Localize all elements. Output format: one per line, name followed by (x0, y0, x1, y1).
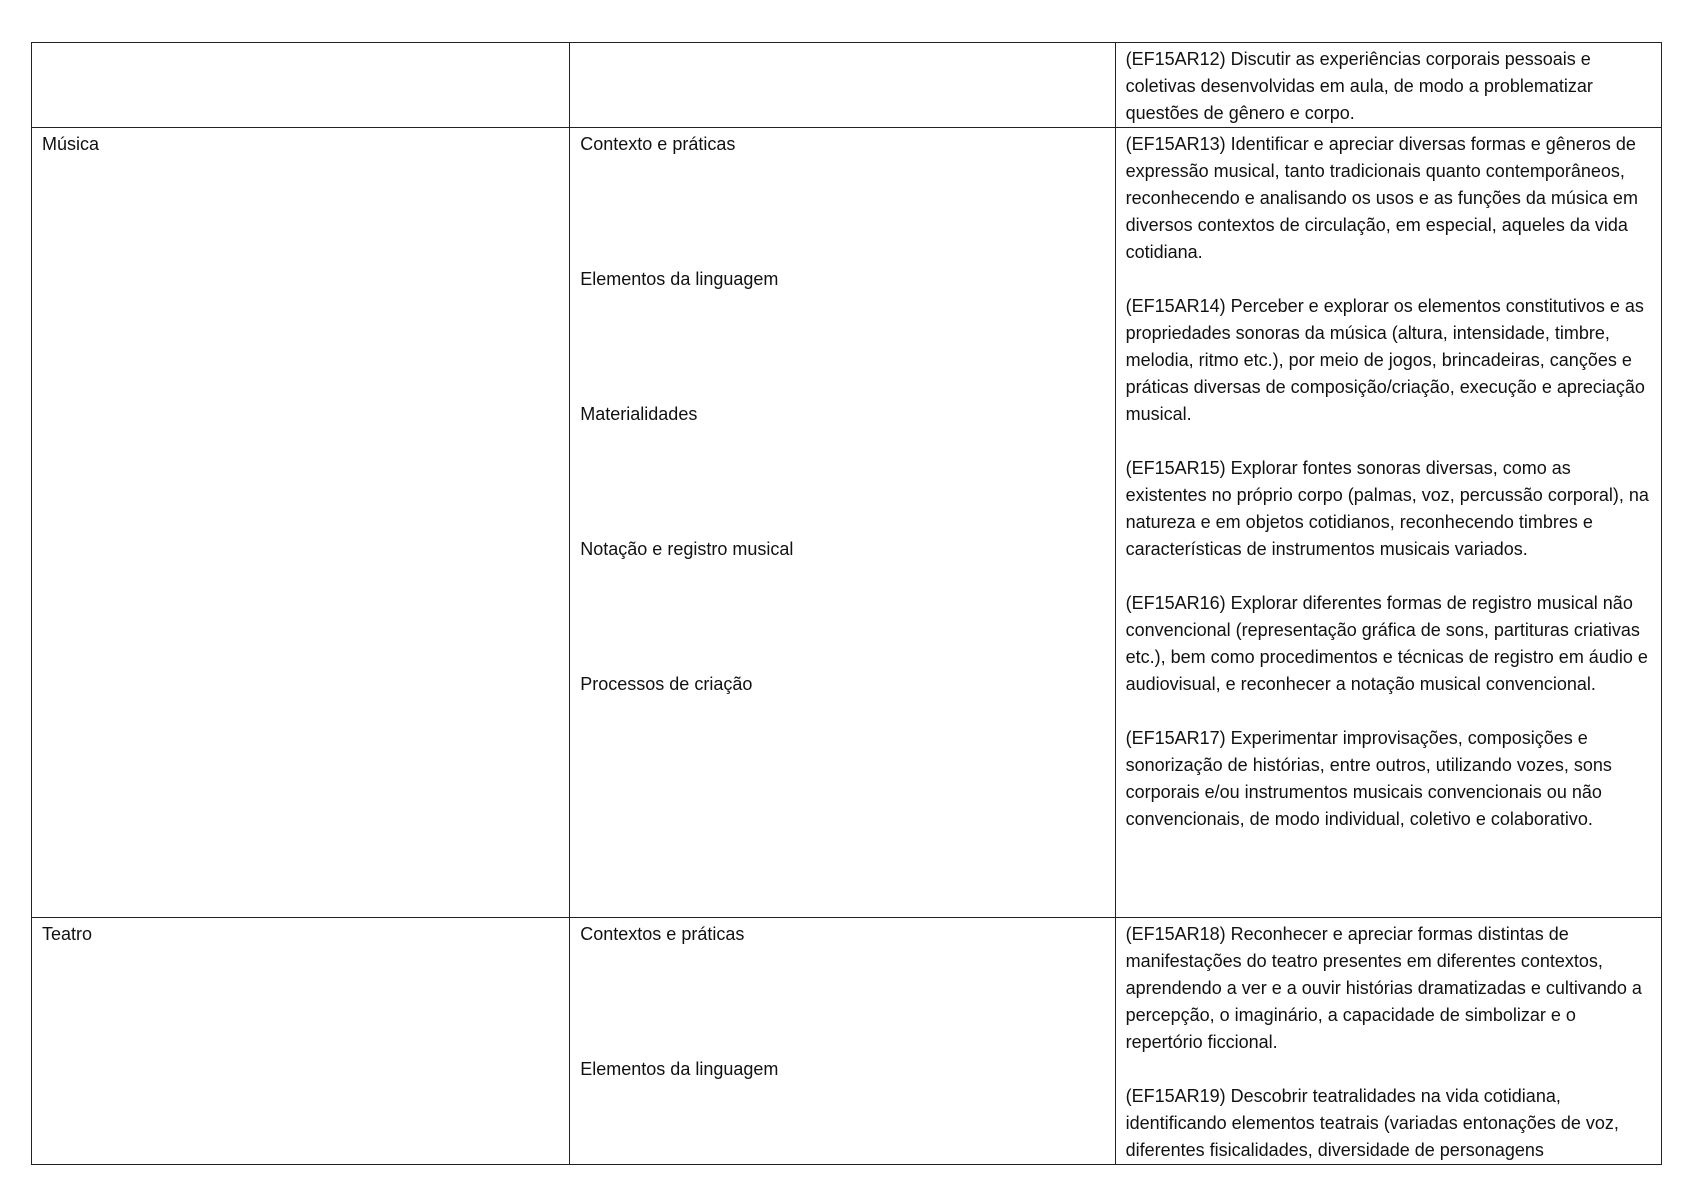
skill-text: (EF15AR16) Explorar diferentes formas de registro musical não convencional (representação gráfica de sons, partituras criativas etc.), bem como procedimentos e técnicas de registro em áudio e audiovisual, e reconhecer a notação musical convencional. (1125, 593, 1648, 694)
unit-label: Teatro (42, 924, 93, 944)
skill-text: (EF15AR18) Reconhecer e apreciar formas distintas de manifestações do teatro presentes em diferentes contextos, aprendendo a ver e a ouvir histórias dramatizadas e cultivando a percepção, o imaginário, a capacidade de simbolizar e o repertório ficcional. (1125, 924, 1642, 1052)
curriculum-table (31, 42, 1662, 1165)
knowledge-object: Elementos da linguagem (580, 269, 779, 289)
skills-cell (1115, 918, 1661, 1165)
skills-cell (1115, 43, 1661, 128)
skill-text: (EF15AR19) Descobrir teatralidades na vida cotidiana, identificando elementos teatrais (variadas entonações de voz, diferentes fisicalidades, diversidade de personagens (1125, 1086, 1619, 1160)
skill-text: (EF15AR14) Perceber e explorar os elementos constitutivos e as propriedades sonoras da música (altura, intensidade, timbre, melodia, ritmo etc.), por meio de jogos, brincadeiras, canções e práticas diversas de composição/criação, execução e apreciação musical. (1125, 296, 1645, 424)
objects-cell (570, 128, 1115, 918)
skill-text: (EF15AR12) Discutir as experiências corporais pessoais e coletivas desenvolvidas em aula, de modo a problematizar questões de gênero e corpo. (1125, 49, 1593, 123)
knowledge-object: Notação e registro musical (580, 539, 794, 559)
skill-text: (EF15AR15) Explorar fontes sonoras diversas, como as existentes no próprio corpo (palmas, voz, percussão corporal), na natureza e em objetos cotidianos, reconhecendo timbres e características de instrumentos musicais variados. (1125, 458, 1649, 559)
table-row (32, 918, 1662, 1165)
table-row (32, 43, 1662, 128)
skills-cell (1115, 128, 1661, 918)
objects-cell (570, 918, 1115, 1165)
knowledge-object: Processos de criação (580, 674, 753, 694)
unit-label: Música (42, 134, 100, 154)
unit-cell (32, 918, 570, 1165)
unit-cell (32, 43, 570, 128)
knowledge-object: Contextos e práticas (580, 924, 745, 944)
knowledge-object: Contexto e práticas (580, 134, 736, 154)
objects-cell (570, 43, 1115, 128)
skill-text: (EF15AR13) Identificar e apreciar diversas formas e gêneros de expressão musical, tanto tradicionais quanto contemporâneos, reconhecendo e analisando os usos e as funções da música em diversos contextos de circulação, em especial, aqueles da vida cotidiana. (1125, 134, 1638, 262)
skill-text: (EF15AR17) Experimentar improvisações, composições e sonorização de histórias, entre outros, utilizando vozes, sons corporais e/ou instrumentos musicais convencionais ou não convencionais, de modo individual, coletivo e colaborativo. (1125, 728, 1612, 829)
table-row (32, 128, 1662, 918)
unit-cell (32, 128, 570, 918)
knowledge-object: Elementos da linguagem (580, 1059, 779, 1079)
knowledge-object: Materialidades (580, 404, 698, 424)
